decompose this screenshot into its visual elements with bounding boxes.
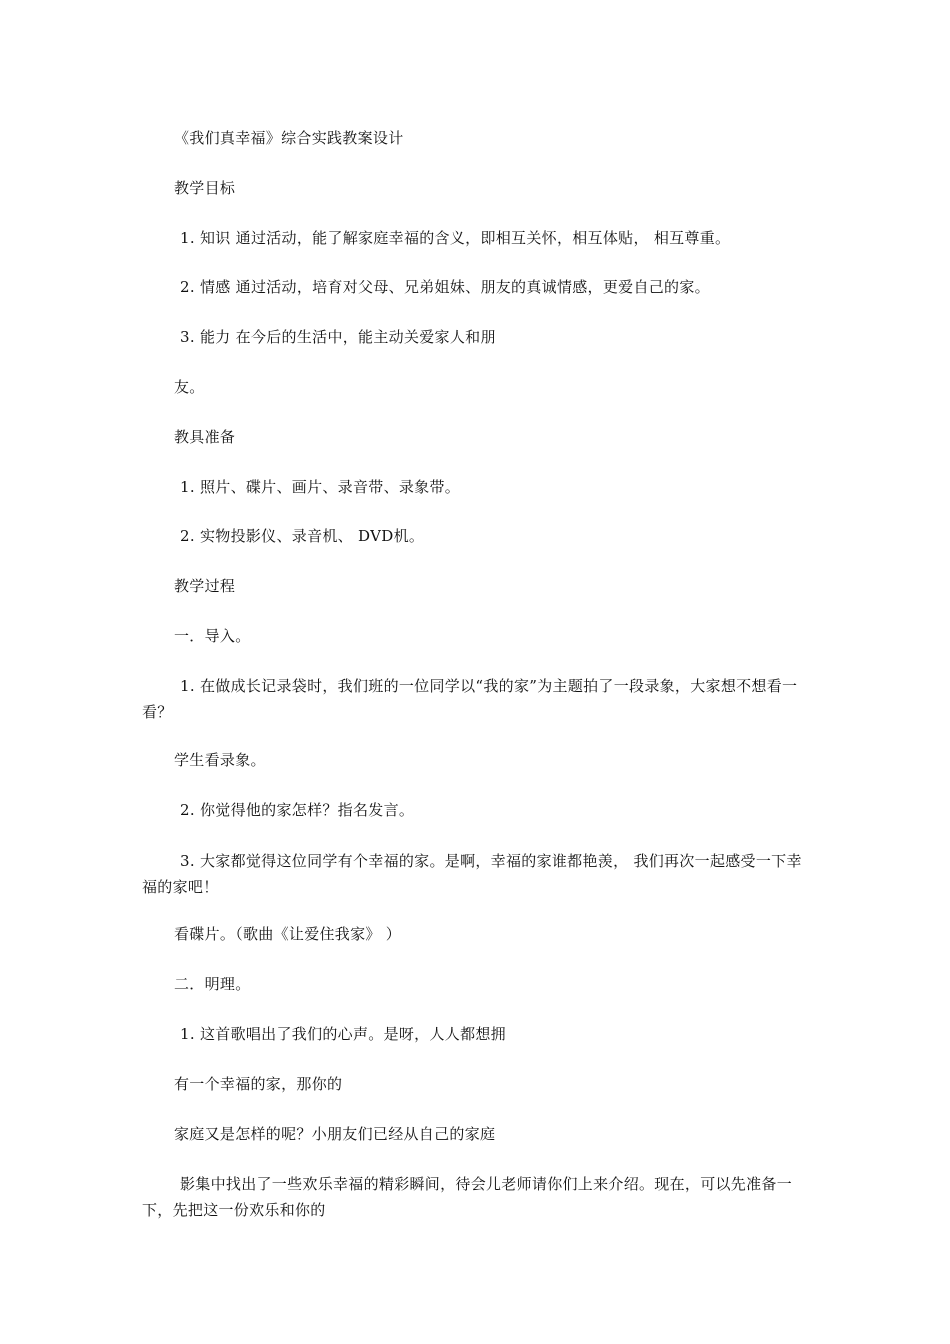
section1-note: 学生看录象。 xyxy=(174,751,266,769)
section2-paragraph: 影集中找出了一些欢乐幸福的精彩瞬间，待会儿老师请你们上来介绍。现在，可以先准备一下，先把这一份欢乐和你的 xyxy=(142,1175,793,1219)
goals-heading: 教学目标 xyxy=(174,179,236,197)
tool-item: 2. 实物投影仪、录音机、 DVD机。 xyxy=(180,527,425,545)
section1-note: 看碟片。（歌曲《让爱住我家》 ） xyxy=(174,925,402,943)
goal-item: 3. 能力 在今后的生活中，能主动关爱家人和朋 xyxy=(180,328,496,346)
section1-heading: 一．导入。 xyxy=(174,627,251,645)
section1-paragraph: 2. 你觉得他的家怎样？指名发言。 xyxy=(180,801,415,819)
section2-paragraph: 1. 这首歌唱出了我们的心声。是呀，人人都想拥 xyxy=(180,1025,506,1043)
section2-heading: 二．明理。 xyxy=(174,975,251,993)
section2-paragraph: 有一个幸福的家，那你的 xyxy=(174,1075,343,1093)
section2-paragraph: 家庭又是怎样的呢？小朋友们已经从自己的家庭 xyxy=(174,1125,496,1143)
section1-paragraph: 1. 在做成长记录袋时，我们班的一位同学以“我的家”为主题拍了一段录象，大家想不想看一看？ xyxy=(142,677,798,721)
process-heading: 教学过程 xyxy=(174,577,236,595)
tool-item: 1. 照片、碟片、画片、录音带、录象带。 xyxy=(180,478,461,496)
goal-continuation: 友。 xyxy=(174,378,205,396)
goal-item: 1. 知识 通过活动，能了解家庭幸福的含义，即相互关怀，相互体贴， 相互尊重。 xyxy=(180,229,731,247)
tools-heading: 教具准备 xyxy=(174,428,236,446)
document-title: 《我们真幸福》综合实践教案设计 xyxy=(174,129,404,147)
goal-item: 2. 情感 通过活动，培育对父母、兄弟姐妹、朋友的真诚情感，更爱自己的家。 xyxy=(180,278,710,296)
section1-paragraph: 3. 大家都觉得这位同学有个幸福的家。是啊，幸福的家谁都艳羡， 我们再次一起感受一下幸福的家吧！ xyxy=(142,852,802,896)
